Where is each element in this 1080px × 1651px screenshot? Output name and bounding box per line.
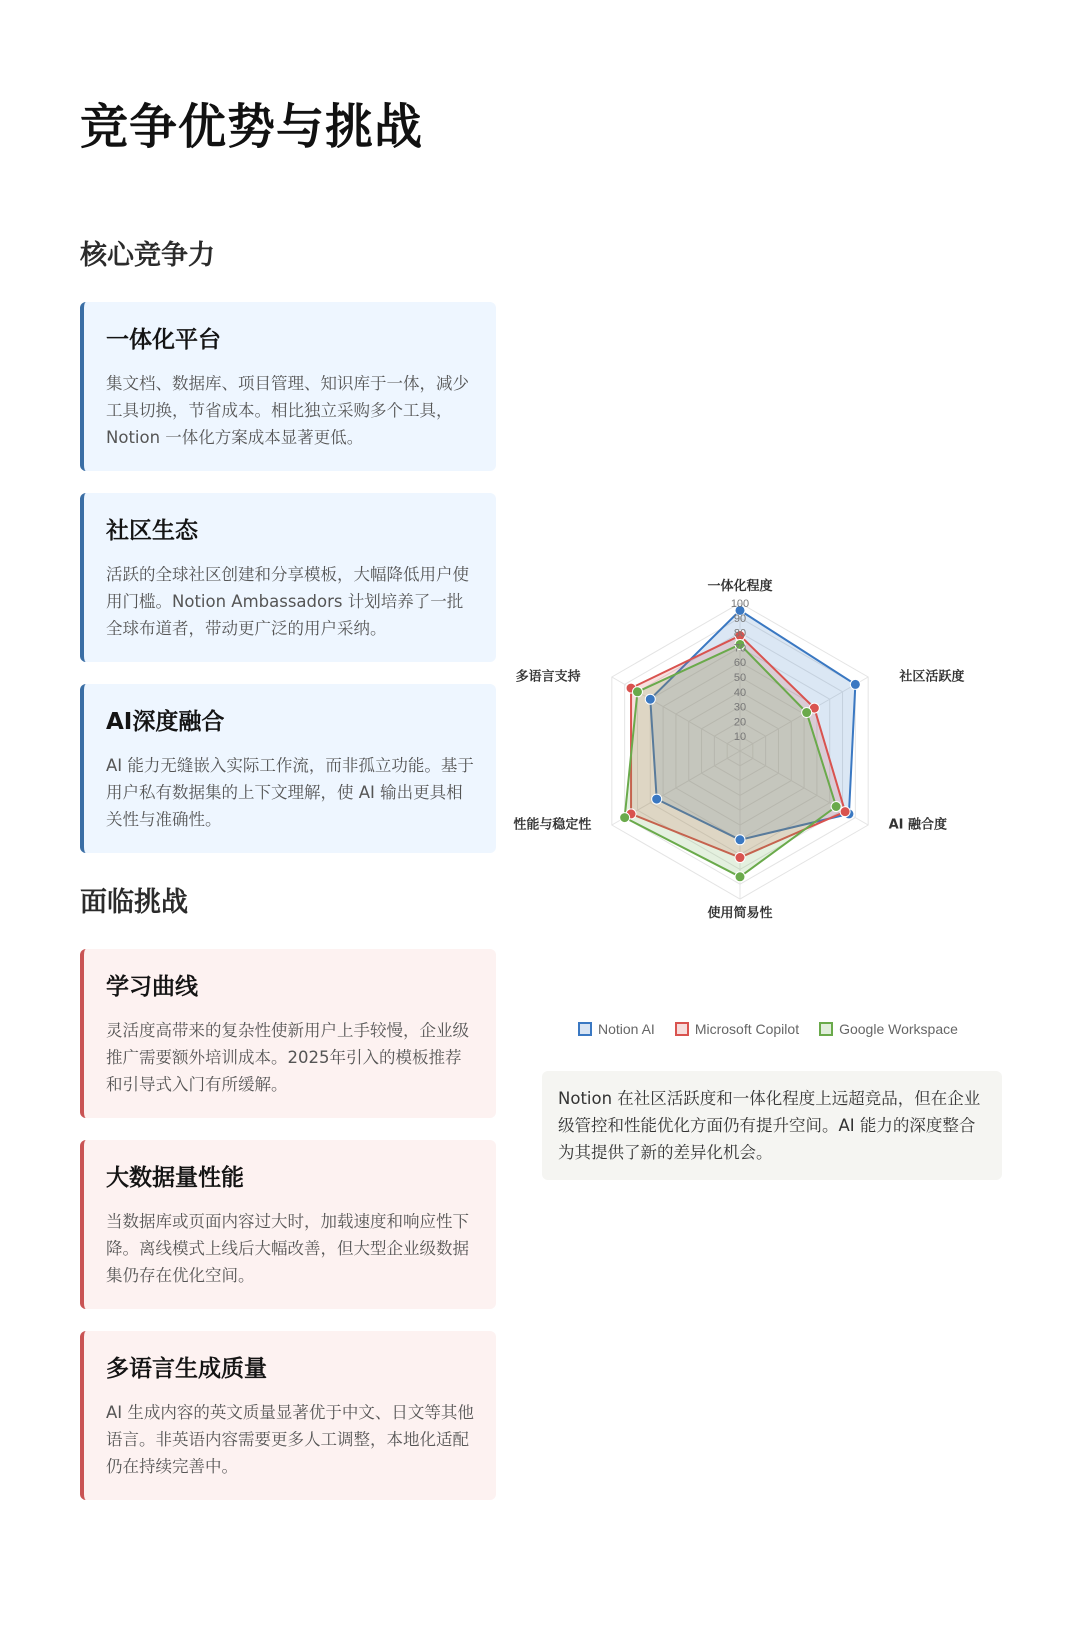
card-desc: 当数据库或页面内容过大时，加载速度和响应性下降。离线模式上线后大幅改善，但大型企业级数据集仍存在优化空间。 xyxy=(106,1212,469,1285)
left-column xyxy=(80,236,496,1522)
tick-label: 80 xyxy=(733,627,747,640)
axis-label: 使用简易性 xyxy=(707,906,773,921)
strengths-section-title: 核心竞争力 xyxy=(80,240,215,271)
legend-swatch xyxy=(578,1022,592,1036)
card-desc: 活跃的全球社区创建和分享模板，大幅降低用户使用门槛。Notion Ambassadors 计划培养了一批全球布道者，带动更广泛的用户采纳。 xyxy=(106,565,469,638)
challenge-card-learning xyxy=(80,949,496,1118)
card-title: 社区生态 xyxy=(106,518,198,544)
series-point-0 xyxy=(735,835,745,845)
legend-swatch xyxy=(819,1022,833,1036)
chart-legend xyxy=(578,1021,998,1037)
card-desc: 集文档、数据库、项目管理、知识库于一体，减少工具切换，节省成本。相比独立采购多个工具，Notion 一体化方案成本显著更低。 xyxy=(106,374,469,447)
tick-label: 30 xyxy=(733,701,747,714)
axis-label: AI 融合度 xyxy=(888,817,948,833)
card-desc: AI 能力无缝嵌入实际工作流，而非孤立功能。基于用户私有数据集的上下文理解，使 AI 输出更具相关性与准确性。 xyxy=(106,756,474,829)
card-title: 大数据量性能 xyxy=(106,1165,244,1191)
page-title: 竞争优势与挑战 xyxy=(80,99,424,155)
tick-label: 50 xyxy=(733,672,747,684)
card-desc: AI 生成内容的英文质量显著优于中文、日文等其他语言。非英语内容需要更多人工调整，本地化适配仍在持续完善中。 xyxy=(106,1403,474,1476)
series-point-2 xyxy=(632,687,642,697)
series-point-1 xyxy=(840,807,850,817)
challenges-section-title: 面临挑战 xyxy=(80,887,188,918)
strength-card-integration xyxy=(80,302,496,471)
series-point-2 xyxy=(620,813,630,823)
legend-item-google[interactable] xyxy=(819,1021,958,1037)
strength-card-community xyxy=(80,493,496,662)
legend-label: Notion AI xyxy=(598,1021,655,1037)
axis-label: 性能与稳定性 xyxy=(513,817,592,833)
axis-label: 一体化程度 xyxy=(707,578,773,594)
challenge-card-multilingual xyxy=(80,1331,496,1500)
radar-chart-svg xyxy=(513,565,1000,985)
tick-label: 90 xyxy=(733,612,747,625)
series-point-1 xyxy=(735,853,745,863)
axis-label: 社区活跃度 xyxy=(899,669,965,685)
series-point-2 xyxy=(735,872,745,882)
legend-label: Microsoft Copilot xyxy=(694,1021,800,1037)
tick-label: 70 xyxy=(733,642,747,655)
strength-card-ai xyxy=(80,684,496,853)
series-point-2 xyxy=(802,708,812,718)
challenge-card-performance xyxy=(80,1140,496,1309)
tick-label: 60 xyxy=(733,657,747,670)
series-point-0 xyxy=(652,794,662,804)
axis-label: 多语言支持 xyxy=(515,669,581,685)
series-point-2 xyxy=(831,802,841,812)
series-point-0 xyxy=(645,694,655,704)
tick-label: 20 xyxy=(733,716,747,729)
card-title: 学习曲线 xyxy=(106,974,198,1000)
legend-item-notion[interactable] xyxy=(578,1021,655,1037)
legend-label: Google Workspace xyxy=(839,1021,958,1037)
legend-swatch xyxy=(675,1022,689,1036)
card-title: AI深度融合 xyxy=(106,709,225,735)
card-title: 一体化平台 xyxy=(106,327,221,353)
radar-chart xyxy=(513,565,1000,985)
tick-label: 40 xyxy=(733,686,747,699)
card-title: 多语言生成质量 xyxy=(106,1356,267,1382)
chart-note: Notion 在社区活跃度和一体化程度上远超竞品，但在企业级管控和性能优化方面仍有提升空间。AI 能力的深度整合为其提供了新的差异化机会。 xyxy=(542,1071,1002,1180)
series-point-0 xyxy=(850,679,860,689)
tick-label: 10 xyxy=(733,731,747,744)
card-desc: 灵活度高带来的复杂性使新用户上手较慢，企业级推广需要额外培训成本。2025年引入的模板推荐和引导式入门有所缓解。 xyxy=(106,1021,469,1094)
legend-item-copilot[interactable] xyxy=(675,1021,799,1037)
tick-label: 100 xyxy=(730,598,750,610)
